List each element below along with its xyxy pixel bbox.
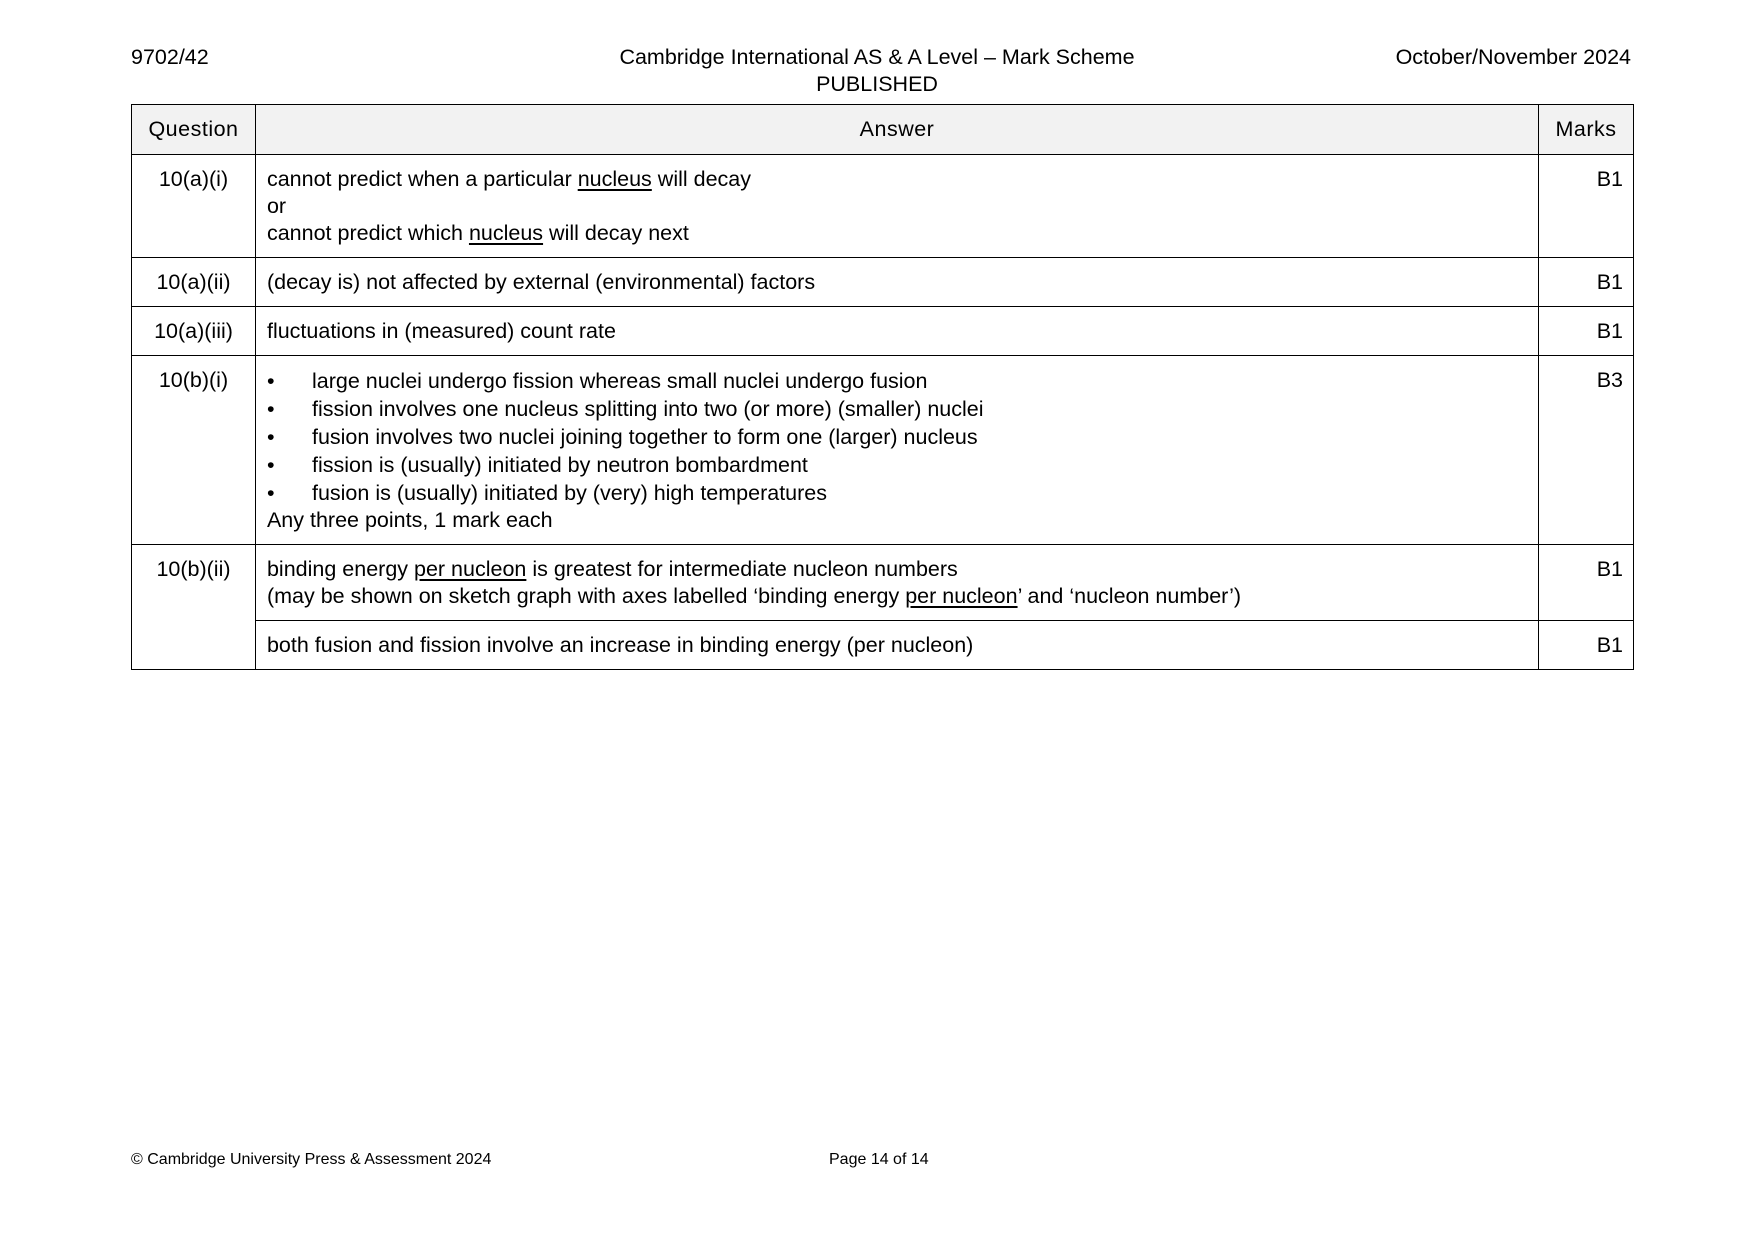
answer-line [267, 556, 1527, 583]
table-row [132, 258, 1634, 307]
answer-cell: fluctuations in (measured) count rate [255, 307, 1538, 356]
answer-cell [255, 356, 1538, 545]
answer-cell [255, 155, 1538, 258]
answer-text: binding energy [266, 557, 414, 581]
question-cell: 10(b)(i) [132, 356, 256, 545]
table-row [132, 155, 1634, 258]
answer-line [267, 220, 1527, 247]
mark-scheme-table [131, 104, 1634, 670]
underlined-keyword: per nucleon [414, 557, 527, 581]
underlined-keyword: nucleus [468, 221, 544, 245]
marks-cell: B1 [1539, 155, 1634, 258]
question-cell: 10(a)(ii) [132, 258, 256, 307]
marks-cell: B1 [1539, 621, 1634, 670]
bullet-item: • large nuclei undergo fission whereas small nuclei undergo fusion [267, 367, 1527, 395]
column-header-marks: Marks [1539, 105, 1634, 155]
bullet-item: • fusion involves two nuclei joining together to form one (larger) nucleus [267, 423, 1527, 451]
marks-cell: B1 [1539, 258, 1634, 307]
table-row [132, 307, 1634, 356]
column-header-question: Question [132, 105, 256, 155]
answer-text: is greatest for intermediate nucleon numbers [526, 557, 958, 581]
answer-cell: both fusion and fission involve an increase in binding energy (per nucleon) [255, 621, 1538, 670]
bullet-list [267, 367, 1527, 507]
answer-text: cannot predict which [266, 221, 469, 245]
answer-line [267, 166, 1527, 193]
bullet-item: • fusion is (usually) initiated by (very) high temperatures [267, 479, 1527, 507]
bullet-item: • fission involves one nucleus splitting into two (or more) (smaller) nuclei [267, 395, 1527, 423]
exam-session: October/November 2024 [1395, 45, 1631, 69]
answer-text: will decay next [543, 221, 689, 245]
table-row [132, 621, 1634, 670]
table-row [132, 545, 1634, 621]
column-header-answer: Answer [255, 105, 1538, 155]
underlined-keyword: per nucleon [905, 584, 1018, 608]
bullet-item: • fission is (usually) initiated by neutron bombardment [267, 451, 1527, 479]
document-title: Cambridge International AS & A Level – Mark Scheme [619, 45, 1135, 69]
answer-text: will decay [651, 167, 751, 191]
page-number: Page 14 of 14 [829, 1151, 929, 1168]
question-cell: 10(a)(i) [132, 155, 256, 258]
table-header-row [132, 105, 1634, 155]
answer-text: cannot predict when a particular [266, 167, 578, 191]
marks-cell: B1 [1539, 307, 1634, 356]
question-cell: 10(b)(ii) [132, 545, 256, 670]
table-row [132, 356, 1634, 545]
answer-text: ’ and ‘nucleon number’) [1017, 584, 1242, 608]
answer-line [267, 583, 1527, 610]
answer-cell [255, 545, 1538, 621]
question-cell: 10(a)(iii) [132, 307, 256, 356]
answer-text: (may be shown on sketch graph with axes labelled ‘binding energy [266, 584, 906, 608]
answer-line: or [266, 194, 287, 218]
marks-cell: B3 [1539, 356, 1634, 545]
exam-code: 9702/42 [131, 45, 209, 69]
copyright-notice: © Cambridge University Press & Assessment 2024 [131, 1151, 492, 1168]
marking-note: Any three points, 1 mark each [266, 508, 553, 532]
document-status: PUBLISHED [816, 72, 938, 96]
underlined-keyword: nucleus [577, 167, 652, 191]
answer-cell: (decay is) not affected by external (environmental) factors [255, 258, 1538, 307]
marks-cell: B1 [1539, 545, 1634, 621]
